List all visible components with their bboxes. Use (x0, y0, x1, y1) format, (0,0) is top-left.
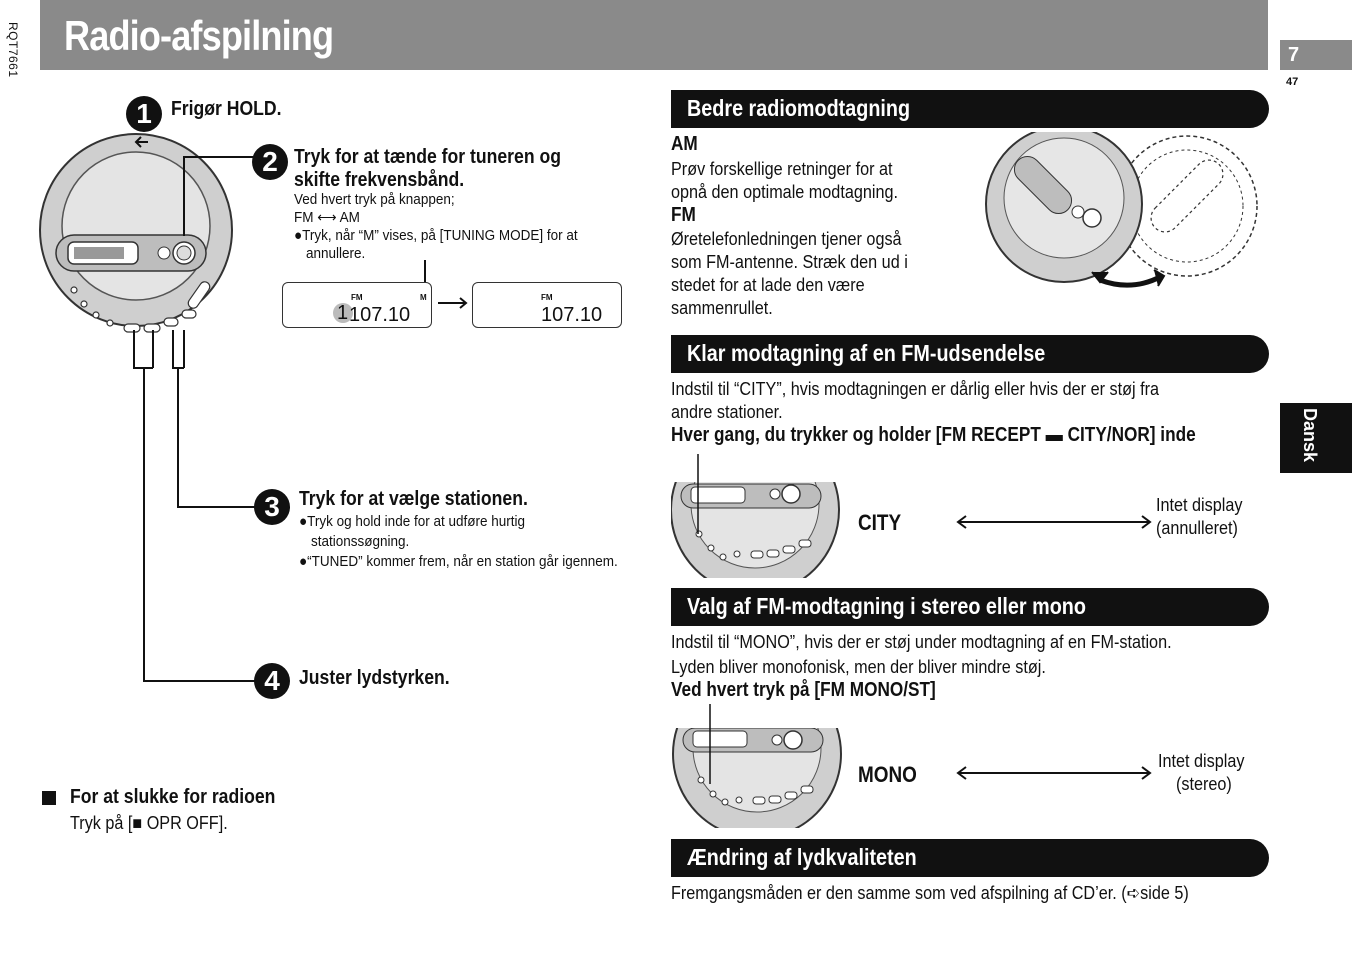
lcd-after (472, 282, 622, 328)
city-note-line2: (annulleret) (1156, 518, 1238, 538)
lcd-before (282, 282, 432, 328)
step-2-number: 2 (252, 144, 288, 180)
section-1-title: Bedre radiomodtagning (687, 95, 911, 121)
section-4-line1: Fremgangsmåden er den samme som ved afspilning af CD’er. (➪side 5) (671, 883, 1189, 903)
connector-c (133, 330, 135, 368)
step-3-title: Tryk for at vælge stationen. (299, 488, 528, 510)
step-3-bullet1: ●Tryk og hold inde for at udføre hurtig (299, 513, 526, 530)
mono-label: MONO (858, 762, 917, 787)
lcd-before-preset: 1 (337, 302, 349, 324)
connector-step4 (143, 680, 259, 682)
city-note-line1: Intet display (1156, 495, 1243, 515)
lcd-after-freq: 107.10 (541, 304, 603, 326)
step-3-number: 3 (254, 489, 290, 525)
connector-step2 (183, 156, 263, 158)
hold-arrow-icon (132, 134, 152, 150)
off-title: For at slukke for radioen (70, 786, 276, 808)
lcd-before-freq: 107.10 (349, 304, 411, 326)
city-toggle-arrow-icon (956, 514, 1152, 530)
section-4-title: Ændring af lydkvaliteten (687, 844, 917, 870)
mono-note-line1: Intet display (1158, 751, 1245, 771)
mono-note-line2: (stereo) (1176, 774, 1232, 794)
square-bullet-icon (42, 791, 56, 805)
step-4-number: 4 (254, 663, 290, 699)
connector-a (172, 330, 174, 368)
am-line1: Prøv forskellige retninger for at (671, 159, 893, 179)
section-3-title: Valg af FM-modtagning i stereo eller mono (687, 593, 1086, 619)
page-title: Radio-afspilning (64, 12, 334, 59)
connector-step4-v (143, 367, 145, 681)
section-1-bar (671, 90, 1269, 128)
step-1-title: Frigør HOLD. (171, 98, 282, 120)
section-4-bar (671, 839, 1269, 877)
connector-step3-v (177, 367, 179, 507)
step-1-number: 1 (126, 96, 162, 132)
player-closeup-mono (671, 700, 845, 828)
step-3-bullet2: ●“TUNED” kommer frem, når en station går igennem. (299, 553, 618, 570)
section-3-line1: Indstil til “MONO”, hvis der er støj under modtagning af en FM-station. (671, 632, 1172, 652)
lcd-before-mode: M (420, 293, 427, 302)
fm-line2: som FM-antenne. Stræk den ud i (671, 252, 908, 272)
section-2-line1: Indstil til “CITY”, hvis modtagningen er dårlig eller hvis der er støj fra (671, 379, 1159, 399)
section-3-line2: Lyden bliver monofonisk, men der bliver mindre støj. (671, 657, 1046, 677)
connector-d (152, 330, 154, 368)
fm-line4: sammenrullet. (671, 298, 773, 318)
lcd-before-band: FM (351, 293, 363, 302)
player-closeup-city (671, 450, 841, 578)
section-2-title: Klar modtagning af en FM-udsendelse (687, 340, 1046, 366)
language-tab-label: Dansk (1300, 408, 1320, 463)
city-label: CITY (858, 510, 902, 535)
section-2-line2: andre stationer. (671, 402, 783, 422)
connector-step2-v (183, 156, 185, 236)
step-2-title-line2: skifte frekvensbånd. (294, 169, 465, 191)
step-2-line1: Ved hvert tryk på knappen; (294, 191, 455, 208)
fm-line3: stedet for at lade den være (671, 275, 865, 295)
step-3-bullet1b: stationssøgning. (311, 533, 410, 550)
am-line2: opnå den optimale modtagning. (671, 182, 898, 202)
cd-player-illustration (36, 130, 236, 370)
fm-label: FM (671, 204, 696, 226)
doc-code: RQT7661 (6, 22, 20, 78)
lcd-arrow-icon (438, 296, 470, 310)
step-2-bullet1: ●Tryk, når “M” vises, på [TUNING MODE] for at (294, 227, 578, 244)
step-2-line2: FM ⟷ AM (294, 209, 360, 226)
rotation-illustration (982, 132, 1272, 294)
step-2-bullet1b: annullere. (306, 245, 366, 262)
page-sub-number: 47 (1286, 76, 1299, 88)
step-2-title-line1: Tryk for at tænde for tuneren og (294, 146, 561, 168)
page-number: 7 (1280, 40, 1352, 70)
mono-toggle-arrow-icon (956, 765, 1152, 781)
off-text: Tryk på [■ OPR OFF]. (70, 813, 228, 833)
section-2-bar (671, 335, 1269, 373)
fm-line1: Øretelefonledningen tjener også (671, 229, 902, 249)
connector-b (183, 330, 185, 368)
lcd-after-band: FM (541, 293, 553, 302)
section-2-instruction: Hver gang, du trykker og holder [FM RECEPT ▬ CITY/NOR] inde (671, 424, 1196, 446)
connector-step3 (177, 506, 259, 508)
section-3-bar (671, 588, 1269, 626)
step-4-title: Juster lydstyrken. (299, 667, 450, 689)
am-label: AM (671, 133, 698, 155)
section-3-instruction: Ved hvert tryk på [FM MONO/ST] (671, 679, 936, 701)
